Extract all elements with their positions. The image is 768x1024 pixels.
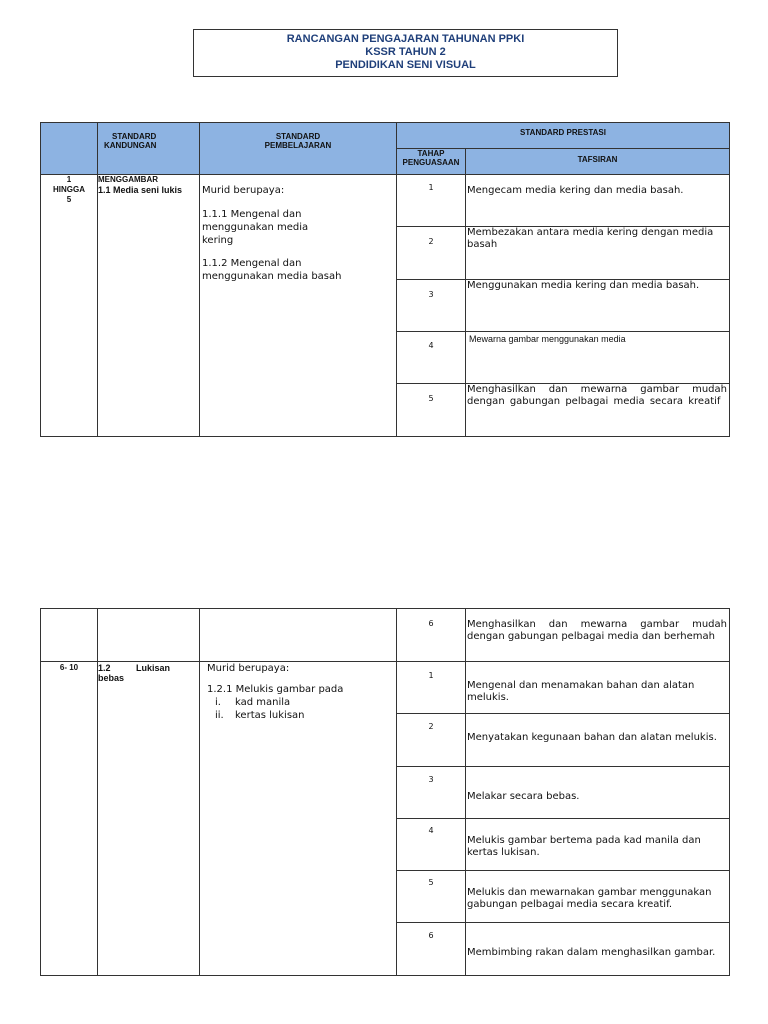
title-line-1: RANCANGAN PENGAJARAN TAHUNAN PPKI bbox=[286, 33, 525, 45]
level-number: 1 bbox=[397, 175, 466, 227]
week-range-1: 1 HINGGA 5 bbox=[41, 175, 98, 437]
level-description: Melukis gambar bertema pada kad manila dan kertas lukisan. bbox=[466, 819, 730, 871]
level-description: Mewarna gambar menggunakan media bbox=[466, 332, 730, 384]
level-number: 1 bbox=[397, 662, 466, 714]
level-number: 4 bbox=[397, 819, 466, 871]
level-number: 5 bbox=[397, 384, 466, 437]
pembelajaran-item-1: 1.1.1 Mengenal dan menggunakan media kering bbox=[202, 209, 309, 246]
empty-pembelajaran-cell bbox=[200, 609, 397, 662]
pembelajaran-intro: Murid berupaya: bbox=[202, 185, 285, 196]
empty-kandungan-cell bbox=[98, 609, 200, 662]
level-description: Menyatakan kegunaan bahan dan alatan melukis. bbox=[466, 714, 730, 767]
level-description: Mengecam media kering dan media basah. bbox=[466, 175, 730, 227]
level-description: Mengenal dan menamakan bahan dan alatan melukis. bbox=[466, 662, 730, 714]
pembelajaran-sub-item-ii: ii. kertas lukisan bbox=[215, 710, 305, 721]
level-number: 6 bbox=[397, 923, 466, 976]
standard-pembelajaran-2 bbox=[200, 662, 397, 976]
level-number: 4 bbox=[397, 332, 466, 384]
header-week bbox=[41, 123, 98, 175]
week-range-2: 6- 10 bbox=[41, 662, 98, 976]
level-number: 6 bbox=[397, 609, 466, 662]
kandungan-title: MENGGAMBAR bbox=[98, 175, 158, 184]
header-standard-kandungan: STANDARD KANDUNGAN bbox=[98, 123, 200, 175]
level-number: 2 bbox=[397, 227, 466, 280]
level-number: 3 bbox=[397, 767, 466, 819]
kandungan-subtitle: 1.2 Lukisan bebas bbox=[98, 663, 170, 683]
level-description: Melukis dan mewarnakan gambar menggunakan gabungan pelbagai media secara kreatif. bbox=[466, 871, 730, 923]
header-tafsiran: TAFSIRAN bbox=[466, 149, 730, 175]
level-number: 5 bbox=[397, 871, 466, 923]
level-description: Melakar secara bebas. bbox=[466, 767, 730, 819]
plan-table-2 bbox=[40, 608, 730, 976]
pembelajaran-item-1: 1.2.1 Melukis gambar pada bbox=[207, 684, 344, 695]
level-description: Menggunakan media kering dan media basah. bbox=[466, 280, 730, 332]
level-description: Menghasilkan dan mewarna gambar mudah dengan gabungan pelbagai media secara kreatif bbox=[466, 384, 730, 437]
header-tahap-penguasaan: TAHAP PENGUASAAN bbox=[397, 149, 466, 175]
kandungan-subtitle: 1.1 Media seni lukis bbox=[98, 185, 183, 195]
level-description: Membimbing rakan dalam menghasilkan gambar. bbox=[466, 923, 730, 976]
level-number: 3 bbox=[397, 280, 466, 332]
standard-pembelajaran-1 bbox=[200, 175, 397, 437]
title-line-2: KSSR TAHUN 2 bbox=[365, 46, 446, 58]
pembelajaran-item-2: 1.1.2 Mengenal dan menggunakan media basah bbox=[202, 258, 342, 282]
header-standard-prestasi: STANDARD PRESTASI bbox=[397, 123, 730, 149]
level-number: 2 bbox=[397, 714, 466, 767]
standard-kandungan-2 bbox=[98, 662, 200, 976]
header-standard-pembelajaran: STANDARD PEMBELAJARAN bbox=[200, 123, 397, 175]
pembelajaran-intro: Murid berupaya: bbox=[207, 663, 290, 674]
plan-table-1 bbox=[40, 122, 730, 437]
level-description: Membezakan antara media kering dengan media basah bbox=[466, 227, 730, 280]
level-description: Menghasilkan dan mewarna gambar mudah dengan gabungan pelbagai media dan berhemah bbox=[466, 609, 730, 662]
empty-week-cell bbox=[41, 609, 98, 662]
title-line-3: PENDIDIKAN SENI VISUAL bbox=[335, 59, 476, 71]
standard-kandungan-1 bbox=[98, 175, 200, 437]
document-title bbox=[193, 29, 618, 77]
pembelajaran-sub-item-i: i. kad manila bbox=[215, 697, 291, 708]
